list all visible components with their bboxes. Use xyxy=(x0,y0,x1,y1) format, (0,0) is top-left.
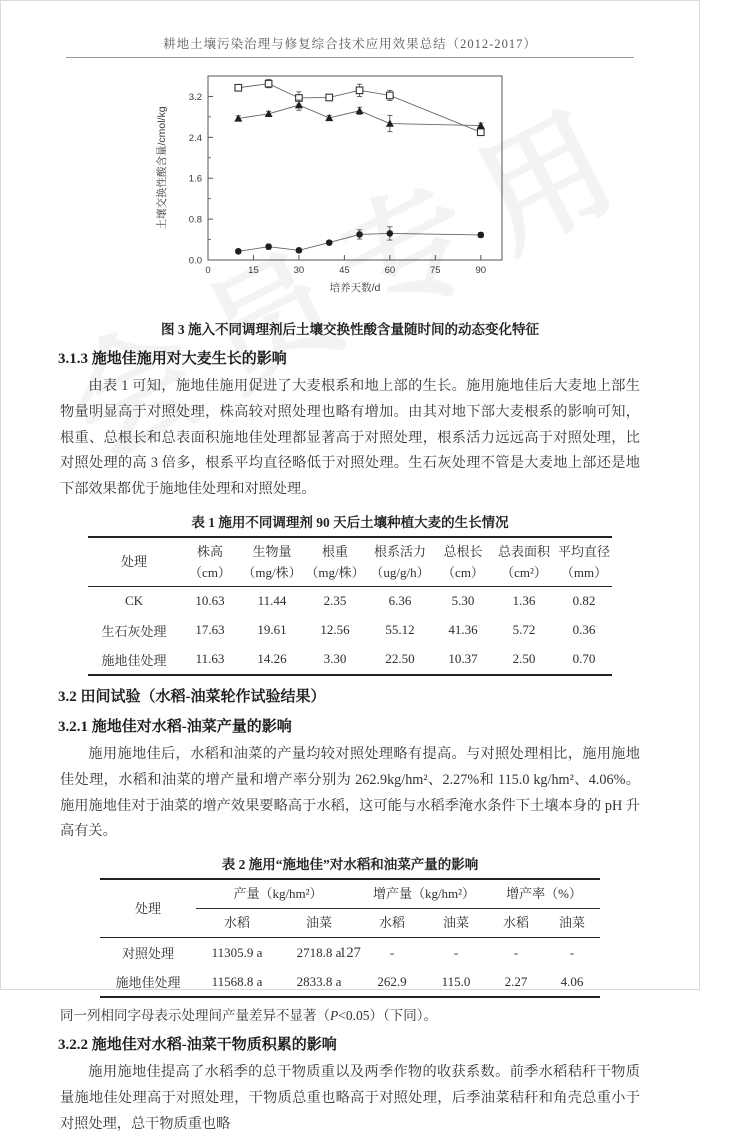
table-cell: 11.63 xyxy=(180,645,240,675)
line-chart-svg xyxy=(150,66,550,310)
footnote-text: <0.05）（下同）。 xyxy=(338,1008,437,1024)
table-cell: - xyxy=(569,944,575,960)
footnote-text: 同一列相同字母表示处理间产量差异不显著（ xyxy=(60,1008,330,1024)
table-cell: 0.36 xyxy=(572,622,596,638)
table2-subheader: 油菜 xyxy=(424,909,488,938)
table-cell: 11568.8 a xyxy=(196,967,278,997)
table1-header-cell: 总表面积 （cm²） xyxy=(492,537,556,587)
table2-title: 表 2 施用“施地佳”对水稻和油菜产量的影响 xyxy=(221,857,479,873)
paragraph-3: 施用施地佳提高了水稻季的总干物质重以及两季作物的收获系数。前季水稻秸秆干物质量施地佳处理高于对照处理，干物质总重也略高于对照处理，后季油菜秸秆和角壳总重小于对照处理，总干物质重也略 xyxy=(60,1064,640,1132)
table-row xyxy=(100,967,600,997)
paragraph-1: 由表 1 可知，施地佳施用促进了大麦根系和地上部的生长。施用施地佳后大麦地上部生物量明显高于对照处理，株高较对照处理也略有增加。由其对地下部大麦根系的影响可知，根重、总根长和总表面积施地佳处理都显著高于对照处理，根系活力远远高于对照处理，比对照处理的高 3 倍多，根系平均直径略低于对照处理。生石灰处理不管是大麦地上部还是地下部效果都优于施地佳处理和对照处理。 xyxy=(60,378,640,498)
table-cell: 2718.8 a xyxy=(296,944,342,960)
table2-subheader: 水稻 xyxy=(360,909,424,938)
table-cell: 生石灰处理 xyxy=(101,623,167,639)
table-row xyxy=(88,616,612,645)
table-cell: 19.61 xyxy=(257,622,287,638)
table2-subheader: 水稻 xyxy=(488,909,544,938)
table2-group-header: 产量（kg/hm²） xyxy=(196,879,360,909)
table2-header-cell: 处理 xyxy=(100,879,196,938)
svg-text:3.2: 3.2 xyxy=(188,91,202,103)
table-cell: 17.63 xyxy=(195,622,225,638)
svg-text:75: 75 xyxy=(430,265,441,276)
header-rule xyxy=(66,57,634,58)
table-cell: 12.56 xyxy=(320,622,350,638)
table2-group-header: 增产率（%） xyxy=(488,879,600,909)
svg-text:0.0: 0.0 xyxy=(188,255,202,267)
table-row xyxy=(88,586,612,616)
table-row xyxy=(88,645,612,675)
table-cell: 41.36 xyxy=(448,622,478,638)
table-cell: 5.30 xyxy=(451,593,475,609)
table1-header-cell: 平均直径 （mm） xyxy=(556,537,612,587)
table-cell: CK xyxy=(124,593,144,609)
running-header: 耕地土壤污染治理与修复综合技术应用效果总结（2012-2017） xyxy=(163,37,537,51)
section-heading-3-1-3: 3.1.3 施地佳施用对大麦生长的影响 xyxy=(58,351,287,367)
svg-text:土壤交换性酸含量/cmol/kg: 土壤交换性酸含量/cmol/kg xyxy=(156,106,168,230)
table-cell: 0.82 xyxy=(572,593,596,609)
table1-header-cell: 根重 （mg/株） xyxy=(304,537,366,587)
svg-text:1.6: 1.6 xyxy=(188,173,202,185)
svg-text:60: 60 xyxy=(384,265,396,276)
table-cell: 14.26 xyxy=(240,645,304,675)
table1-header-row xyxy=(88,537,612,587)
table2-group-header: 增产量（kg/hm²） xyxy=(360,879,488,909)
svg-text:0: 0 xyxy=(205,265,211,276)
svg-text:30: 30 xyxy=(293,265,305,276)
table-cell: 2833.8 a xyxy=(278,967,360,997)
table1-header-cell: 株高 （cm） xyxy=(180,537,240,587)
table1-title: 表 1 施用不同调理剂 90 天后土壤种植大麦的生长情况 xyxy=(191,514,509,530)
figure-3-chart xyxy=(150,66,550,315)
table1-header-cell: 总根长 （cm） xyxy=(434,537,492,587)
section-heading-3-2-2: 3.2.2 施地佳对水稻-油菜干物质积累的影响 xyxy=(58,1037,337,1054)
table2-footnote xyxy=(60,1004,640,1024)
paragraph-2: 施用施地佳后，水稻和油菜的产量均较对照处理略有提高。与对照处理相比，施用施地佳处理，水稻和油菜的增产量和增产率分别为 262.9kg/hm²、2.27%和 115.0 kg/hm²、4.06%。施用施地佳对于油菜的增产效果要略高于水稻，这可能与水稻季淹水条件下土壤本身的 pH 升高有关。 xyxy=(60,745,640,840)
svg-text:2.4: 2.4 xyxy=(188,132,202,144)
table-cell: 1.36 xyxy=(512,593,536,609)
svg-text:45: 45 xyxy=(339,265,350,276)
svg-text:90: 90 xyxy=(475,265,487,276)
table-cell: 2.35 xyxy=(323,593,347,609)
svg-text:培养天数/d: 培养天数/d xyxy=(329,282,381,294)
table-cell: 22.50 xyxy=(366,645,434,675)
table-cell: 11.44 xyxy=(257,593,287,609)
table-1 xyxy=(88,536,612,676)
table-cell: 2.27 xyxy=(488,967,544,997)
table2-group-row xyxy=(100,879,600,909)
table-cell: 10.37 xyxy=(434,645,492,675)
table-cell: 3.30 xyxy=(304,645,366,675)
table2-subheader: 油菜 xyxy=(278,909,360,938)
table2-subheader: 油菜 xyxy=(544,909,600,938)
table-cell: 262.9 xyxy=(360,967,424,997)
table1-header-cell: 生物量 （mg/株） xyxy=(240,537,304,587)
table-cell: - xyxy=(513,944,519,960)
table-cell: - xyxy=(453,944,459,960)
footnote-p-italic: P xyxy=(330,1008,339,1024)
table-cell: 对照处理 xyxy=(121,946,174,962)
table-cell: 6.36 xyxy=(388,593,412,609)
figure-caption: 图 3 施入不同调理剂后土壤交换性酸含量随时间的动态变化特征 xyxy=(161,322,539,337)
table-cell: 0.70 xyxy=(556,645,612,675)
table-cell: 10.63 xyxy=(195,593,225,609)
page-number: 127 xyxy=(339,945,361,961)
table-cell: 115.0 xyxy=(424,967,488,997)
table-cell: 5.72 xyxy=(512,622,536,638)
section-heading-3-2-1: 3.2.1 施地佳对水稻-油菜产量的影响 xyxy=(58,718,292,735)
table-cell: 55.12 xyxy=(385,622,415,638)
table-cell: 施地佳处理 xyxy=(88,645,180,675)
table-cell: - xyxy=(389,944,395,960)
table1-header-cell: 根系活力 （ug/g/h） xyxy=(366,537,434,587)
table-cell: 11305.9 a xyxy=(211,944,263,960)
table-2 xyxy=(100,878,600,998)
table-cell: 施地佳处理 xyxy=(100,967,196,997)
table-cell: 4.06 xyxy=(544,967,600,997)
section-heading-3-2: 3.2 田间试验（水稻-油菜轮作试验结果） xyxy=(58,688,326,705)
table-cell: 2.50 xyxy=(492,645,556,675)
table2-subheader: 水稻 xyxy=(196,909,278,938)
svg-text:15: 15 xyxy=(248,265,259,276)
svg-text:0.8: 0.8 xyxy=(188,214,202,226)
table1-header-cell: 处理 xyxy=(88,537,180,587)
